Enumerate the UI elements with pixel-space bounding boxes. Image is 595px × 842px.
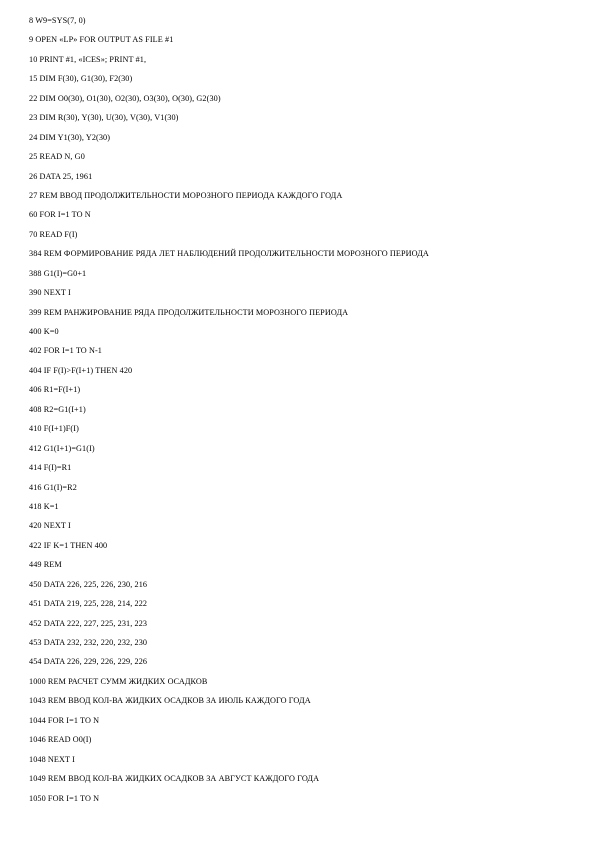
code-line: 390 NEXT I xyxy=(29,288,71,298)
code-line: 26 DATA 25, 1961 xyxy=(29,171,93,181)
code-line: 449 REM xyxy=(29,560,62,570)
code-line: 388 G1(I)=G0+1 xyxy=(29,268,87,278)
code-line: 416 G1(I)=R2 xyxy=(29,482,77,492)
code-line: 452 DATA 222, 227, 225, 231, 223 xyxy=(29,618,148,628)
code-line: 1050 FOR I=1 TO N xyxy=(29,793,100,803)
code-line: 384 REM ФОРМИРОВАНИЕ РЯДА ЛЕТ НАБЛЮДЕНИЙ ПРОДОЛЖИТЕЛЬНОСТИ МОРОЗНОГО ПЕРИОДА xyxy=(29,249,429,259)
code-line: 410 F(I+1)F(I) xyxy=(29,424,79,434)
code-line: 1043 REM ВВОД КОЛ-ВА ЖИДКИХ ОСАДКОВ ЗА ИЮЛЬ КАЖДОГО ГОДА xyxy=(29,696,311,706)
code-line: 24 DIM Y1(30), Y2(30) xyxy=(29,132,111,142)
code-line: 412 G1(I+1)=G1(I) xyxy=(29,443,95,453)
code-line: 402 FOR I=1 TO N-1 xyxy=(29,346,102,356)
code-line: 450 DATA 226, 225, 226, 230, 216 xyxy=(29,579,148,589)
code-line: 25 READ N, G0 xyxy=(29,152,85,162)
code-line: 70 READ F(I) xyxy=(29,229,78,239)
code-line: 1044 FOR I=1 TO N xyxy=(29,715,100,725)
code-line: 414 F(I)=R1 xyxy=(29,463,72,473)
code-line: 453 DATA 232, 232, 220, 232, 230 xyxy=(29,638,148,647)
code-line: 1049 REM ВВОД КОЛ-ВА ЖИДКИХ ОСАДКОВ ЗА АВГУСТ КАЖДОГО ГОДА xyxy=(29,774,320,784)
code-line: 454 DATA 226, 229, 226, 229, 226 xyxy=(29,657,148,667)
code-line: 23 DIM R(30), Y(30), U(30), V(30), V1(30) xyxy=(29,113,179,123)
code-line: 422 IF K=1 THEN 400 xyxy=(29,540,108,550)
code-line: 9 OPEN «LP» FOR OUTPUT AS FILE #1 xyxy=(29,35,174,45)
code-line: 400 K=0 xyxy=(29,327,59,336)
code-line: 420 NEXT I xyxy=(29,521,71,531)
code-line: 1000 REM РАСЧЕТ СУММ ЖИДКИХ ОСАДКОВ xyxy=(29,676,208,686)
code-line: 15 DIM F(30), G1(30), F2(30) xyxy=(29,74,133,84)
code-line: 406 R1=F(I+1) xyxy=(29,385,81,395)
code-line: 8 W9=SYS(7, 0) xyxy=(29,16,86,25)
code-line: 408 R2=G1(I+1) xyxy=(29,404,86,414)
code-line: 22 DIM O0(30), O1(30), O2(30), O3(30), O(30), G2(30) xyxy=(29,93,221,103)
basic-program-listing xyxy=(29,15,579,812)
code-line: 404 IF F(I)>F(I+1) THEN 420 xyxy=(29,365,133,375)
code-line: 451 DATA 219, 225, 228, 214, 222 xyxy=(29,599,148,609)
code-line: 1046 READ O0(I) xyxy=(29,735,92,745)
code-line: 60 FOR I=1 TO N xyxy=(29,210,91,220)
code-line: 1048 NEXT I xyxy=(29,754,75,764)
code-line: 27 REM ВВОД ПРОДОЛЖИТЕЛЬНОСТИ МОРОЗНОГО ПЕРИОДА КАЖДОГО ГОДА xyxy=(29,190,343,200)
code-line: 10 PRINT #1, «ICES»; PRINT #1, xyxy=(29,54,147,64)
code-line: 418 K=1 xyxy=(29,501,59,511)
code-line: 399 REM РАНЖИРОВАНИЕ РЯДА ПРОДОЛЖИТЕЛЬНОСТИ МОРОЗНОГО ПЕРИОДА xyxy=(29,307,349,317)
